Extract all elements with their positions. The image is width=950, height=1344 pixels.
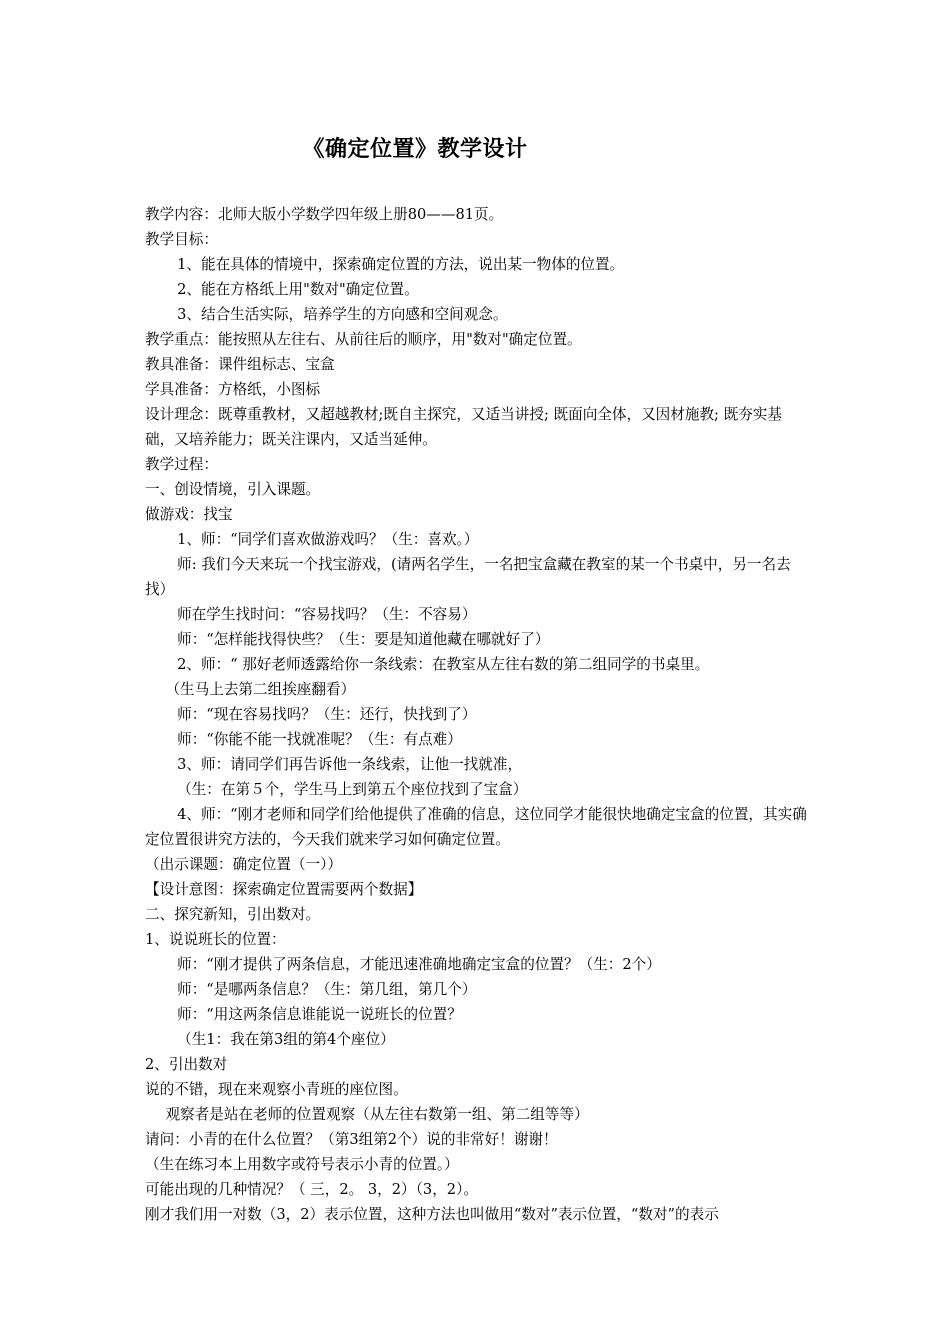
text-line: 2、引出数对 bbox=[145, 1056, 228, 1073]
text-line: 教学重点：能按照从左往右、从前往后的顺序，用"数对"确定位置。 bbox=[145, 331, 582, 348]
text-line: 师：“你能不能一找就准呢？（生：有点难） bbox=[177, 731, 462, 748]
text-line: 教学过程： bbox=[145, 456, 218, 473]
text-line: 【设计意图：探索确定位置需要两个数据】 bbox=[145, 881, 423, 898]
text-line: 师：“现在容易找吗？（生：还行，快找到了） bbox=[177, 706, 477, 723]
text-line: 学具准备：方格纸，小图标 bbox=[145, 381, 321, 398]
document-title: 《确定位置》教学设计 bbox=[302, 136, 528, 162]
text-line: 3、结合生活实际，培养学生的方向感和空间观念。 bbox=[177, 306, 508, 323]
text-line: 1、说说班长的位置： bbox=[145, 931, 286, 948]
text-line: （出示课题：确定位置（一）） bbox=[145, 856, 343, 873]
text-line: 做游戏：找宝 bbox=[145, 506, 233, 523]
text-line: （生在练习本上用数字或符号表示小青的位置。） bbox=[145, 1156, 459, 1173]
text-line: 二、探究新知，引出数对。 bbox=[145, 906, 321, 923]
text-line: 教具准备：课件组标志、宝盒 bbox=[145, 356, 335, 373]
text-line: 师在学生找时问：“容易找吗？（生：不容易） bbox=[177, 606, 477, 623]
text-line: 请问：小青的在什么位置？（第3组第2个）说的非常好！谢谢！ bbox=[145, 1131, 558, 1148]
text-line: 师: 我们今天来玩一个找宝游戏，(请两名学生，一名把宝盒藏在教室的某一个书桌中，另一名去找） bbox=[145, 556, 791, 598]
text-line: 师：“怎样能找得快些？（生：要是知道他藏在哪就好了） bbox=[177, 631, 550, 648]
text-line: 说的不错，现在来观察小青班的座位图。 bbox=[145, 1081, 408, 1098]
text-line: 师：“用这两条信息谁能说一说班长的位置？ bbox=[177, 1006, 462, 1023]
text-line: 师：“刚才提供了两条信息，才能迅速准确地确定宝盒的位置？（生：2个） bbox=[177, 956, 661, 973]
text-line: （生：在第５个，学生马上到第五个座位找到了宝盒） bbox=[177, 781, 528, 798]
text-line: 一、创设情境，引入课题。 bbox=[145, 481, 321, 498]
text-line: （生1：我在第3组的第4个座位） bbox=[177, 1031, 395, 1048]
text-line: 1、师：“同学们喜欢做游戏吗？（生：喜欢。） bbox=[177, 531, 479, 548]
text-line: 3、师：请同学们再告诉他一条线索，让他一找就准， bbox=[177, 756, 523, 773]
text-line: 2、师：“ 那好老师透露给你一条线索：在教室从左往右数的第二组同学的书桌里。 bbox=[177, 656, 710, 673]
text-line: 1、能在具体的情境中，探索确定位置的方法，说出某一物体的位置。 bbox=[177, 256, 625, 273]
text-line: 刚才我们用一对数（3，2）表示位置，这种方法也叫做用“数对”表示位置，“数对”的表示 bbox=[145, 1206, 719, 1223]
text-line: 可能出现的几种情况？（ 三，2。 3，2）（3，2）。 bbox=[145, 1181, 478, 1198]
text-line: 教学目标： bbox=[145, 231, 218, 248]
text-line: 2、能在方格纸上用"数对"确定位置。 bbox=[177, 281, 419, 298]
text-line: 设计理念：既尊重教材，又超越教材;既自主探究，又适当讲授; 既面向全体，又因材施教; 既夯实基础，又培养能力；既关注课内，又适当延伸。 bbox=[145, 406, 782, 448]
text-line: 教学内容：北师大版小学数学四年级上册80——81页。 bbox=[145, 206, 504, 223]
text-line: 师：“是哪两条信息？（生：第几组，第几个） bbox=[177, 981, 477, 998]
text-line: 观察者是站在老师的位置观察（从左往右数第一组、第二组等等） bbox=[165, 1106, 589, 1123]
text-line: （生马上去第二组挨座翻看） bbox=[165, 681, 356, 698]
text-line: 4、师：“刚才老师和同学们给他提供了准确的信息，这位同学才能很快地确定宝盒的位置，其实确定位置很讲究方法的，今天我们就来学习如何确定位置。 bbox=[145, 806, 807, 848]
document-body bbox=[145, 202, 810, 1227]
